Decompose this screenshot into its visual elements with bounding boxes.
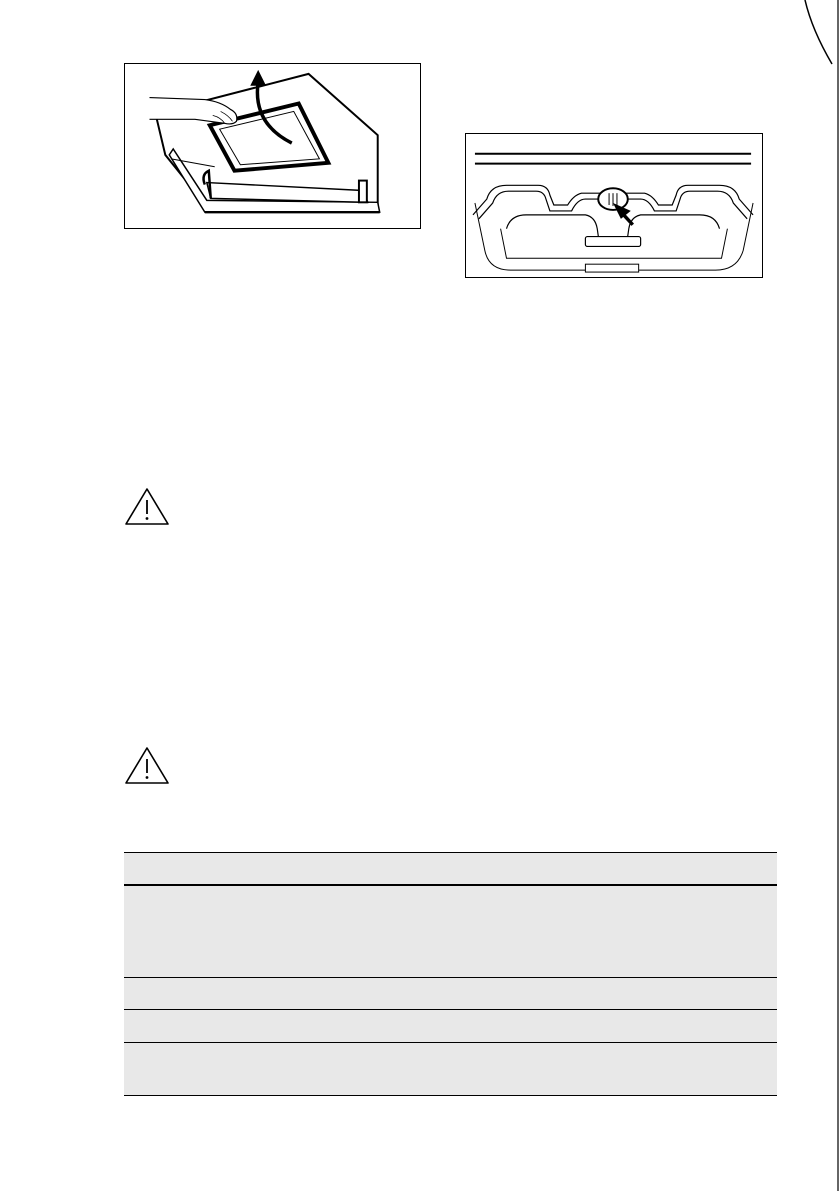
- oven-lamp-location-illustration: [465, 133, 763, 278]
- oven-door-removal-illustration: [124, 63, 421, 229]
- table-row: [124, 978, 777, 1010]
- table-bottom-rule: [124, 1095, 777, 1096]
- table-row: [124, 1010, 777, 1043]
- warning-triangle-icon: [124, 487, 170, 527]
- warning-triangle-icon: [124, 746, 170, 786]
- table-row: [124, 1043, 777, 1096]
- troubleshooting-table: [124, 852, 777, 1096]
- table-top-rule: [124, 852, 777, 853]
- door-lift-arrow-icon: [250, 70, 266, 86]
- table-header-row: [124, 852, 777, 884]
- table-row: [124, 884, 777, 978]
